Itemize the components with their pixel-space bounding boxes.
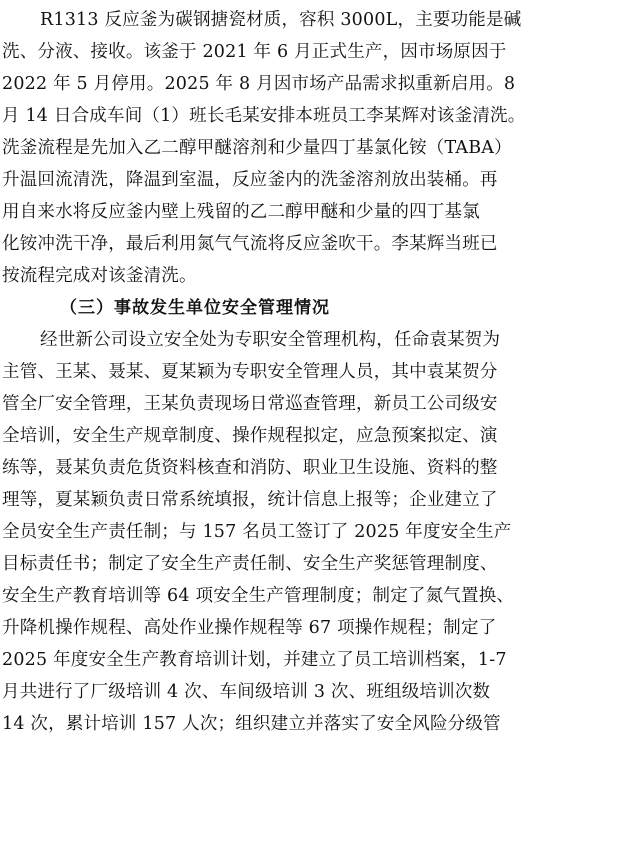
paragraph1-line-1: R1313 反应釜为碳钢搪瓷材质，容积 3000L，主要功能是碱 (40, 10, 522, 30)
paragraph2-line-11: 2025 年度安全生产教育培训计划，并建立了员工培训档案，1-7 (2, 650, 507, 670)
section-heading: （三）事故发生单位安全管理情况 (60, 298, 330, 318)
paragraph2-line-9: 安全生产教育培训等 64 项安全生产管理制度；制定了氮气置换、 (2, 586, 515, 606)
paragraph2-line-12: 月共进行了厂级培训 4 次、车间级培训 3 次、班组级培训次数 (2, 682, 491, 702)
paragraph2-line-1: 经世新公司设立安全处为专职安全管理机构，任命袁某贺为 (40, 330, 501, 350)
paragraph1-line-5: 洗釜流程是先加入乙二醇甲醚溶剂和少量四丁基氯化铵（TABA） (2, 138, 512, 158)
paragraph2-line-7: 全员安全生产责任制；与 157 名员工签订了 2025 年度安全生产 (2, 522, 512, 542)
paragraph1-line-7: 用自来水将反应釜内壁上残留的乙二醇甲醚和少量的四丁基氯 (2, 202, 480, 222)
paragraph1-line-9: 按流程完成对该釜清洗。 (2, 266, 197, 286)
paragraph2-line-3: 管全厂安全管理，王某负责现场日常巡查管理，新员工公司级安 (2, 394, 498, 414)
paragraph2-line-2: 主管、王某、聂某、夏某颖为专职安全管理人员，其中袁某贺分 (2, 362, 498, 382)
paragraph2-line-5: 练等，聂某负责危货资料核查和消防、职业卫生设施、资料的整 (2, 458, 498, 478)
paragraph2-line-13: 14 次，累计培训 157 人次；组织建立并落实了安全风险分级管 (2, 714, 501, 734)
paragraph1-line-4: 月 14 日合成车间（1）班长毛某安排本班员工李某辉对该釜清洗。 (2, 106, 526, 126)
paragraph1-line-3: 2022 年 5 月停用。2025 年 8 月因市场产品需求拟重新启用。8 (2, 74, 516, 94)
paragraph2-line-6: 理等，夏某颖负责日常系统填报，统计信息上报等；企业建立了 (2, 490, 498, 510)
paragraph1-line-6: 升温回流清洗，降温到室温，反应釜内的洗釜溶剂放出装桶。再 (2, 170, 498, 190)
paragraph1-line-8: 化铵冲洗干净，最后利用氮气气流将反应釜吹干。李某辉当班已 (2, 234, 498, 254)
paragraph2-line-4: 全培训，安全生产规章制度、操作规程拟定，应急预案拟定、演 (2, 426, 498, 446)
paragraph2-line-10: 升降机操作规程、高处作业操作规程等 67 项操作规程；制定了 (2, 618, 497, 638)
paragraph1-line-2: 洗、分液、接收。该釜于 2021 年 6 月正式生产，因市场原因于 (2, 42, 507, 62)
paragraph2-line-8: 目标责任书；制定了安全生产责任制、安全生产奖惩管理制度、 (2, 554, 498, 574)
